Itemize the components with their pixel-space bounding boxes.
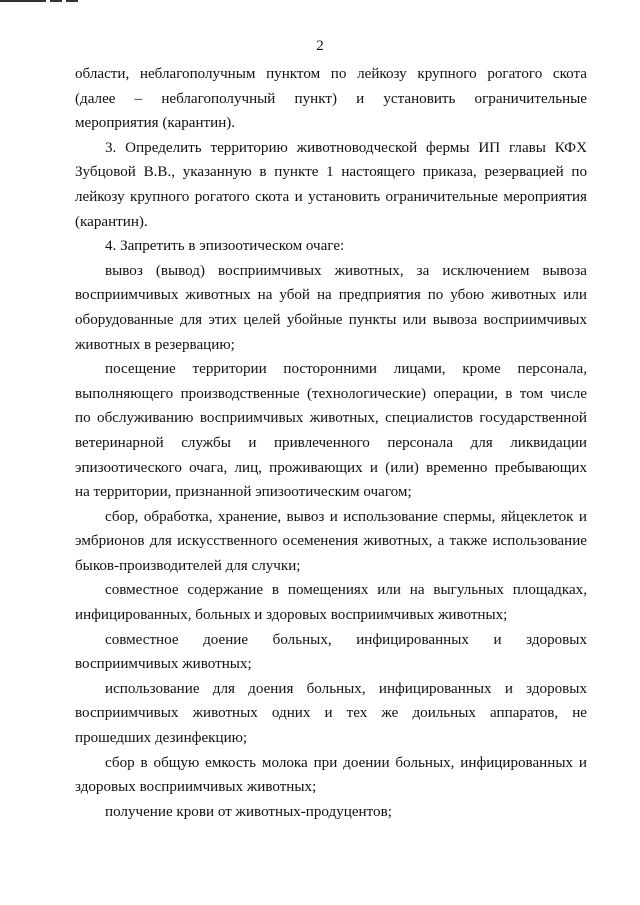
text-line: совместное содержание в помещениях или на выгульных площадках,: [105, 582, 587, 599]
text-line: Зубцовой В.В., указанную в пункте 1 настоящего приказа, резервацией по: [75, 164, 587, 181]
scan-edge-mark: [50, 0, 62, 2]
text-line: использование для доения больных, инфицированных и здоровых: [105, 680, 587, 697]
text-line: сбор в общую емкость молока при доении больных, инфицированных и: [105, 754, 587, 771]
text-line: совместное доение больных, инфицированных и здоровых: [105, 631, 587, 648]
text-line: 3. Определить территорию животноводческой фермы ИП главы КФХ: [105, 139, 587, 156]
paragraph-export-ban: [75, 259, 587, 357]
text-line: лейкозу крупного рогатого скота и установить ограничительные мероприятия: [75, 188, 587, 205]
paragraph-item-3: [75, 136, 587, 234]
paragraph-joint-keeping-ban: [75, 578, 587, 627]
paragraph-blood-collection-ban: [75, 800, 587, 825]
text-line: выполняющего производственные (технологические) операции, в том числе: [75, 385, 587, 402]
scan-edge-mark: [66, 0, 78, 2]
text-line: 4. Запретить в эпизоотическом очаге:: [105, 238, 345, 255]
document-body: [75, 62, 587, 824]
text-line: получение крови от животных-продуцентов;: [105, 803, 392, 820]
text-line: (карантин).: [75, 213, 148, 230]
text-line: восприимчивых животных;: [75, 656, 252, 673]
text-line: оборудованные для этих целей убойные пункты или вывоза восприимчивых: [75, 311, 587, 328]
text-line: инфицированных, больных и здоровых восприимчивых животных;: [75, 607, 508, 624]
paragraph-milking-equipment-ban: [75, 677, 587, 751]
text-line: быков-производителей для случки;: [75, 557, 301, 574]
scan-edge-mark: [0, 0, 46, 2]
paragraph-visit-ban: [75, 357, 587, 505]
text-line: восприимчивых животных на убой на предприятия по убою животных или: [75, 287, 587, 304]
paragraph-joint-milking-ban: [75, 628, 587, 677]
text-line: посещение территории посторонними лицами, кроме персонала,: [105, 361, 587, 378]
text-line: вывоз (вывод) восприимчивых животных, за исключением вывоза: [105, 262, 587, 279]
text-line: ветеринарной службы и привлеченного персонала для ликвидации: [75, 434, 587, 451]
text-line: на территории, признанной эпизоотическим очагом;: [75, 484, 412, 501]
text-line: (далее – неблагополучный пункт) и установить ограничительные: [75, 90, 587, 107]
text-line: здоровых восприимчивых животных;: [75, 779, 317, 796]
text-line: области, неблагополучным пунктом по лейкозу крупного рогатого скота: [75, 66, 587, 82]
text-line: прошедших дезинфекцию;: [75, 730, 248, 747]
text-line: по обслуживанию восприимчивых животных, специалистов государственной: [75, 410, 587, 427]
text-line: эмбрионов для искусственного осеменения животных, а также использование: [75, 533, 587, 550]
text-line: мероприятия (карантин).: [75, 115, 236, 132]
paragraph-item-4: [75, 234, 587, 259]
paragraph-milk-collection-ban: [75, 751, 587, 800]
text-line: восприимчивых животных одних и тех же доильных аппаратов, не: [75, 705, 587, 722]
paragraph-continuation: [75, 62, 587, 136]
text-line: сбор, обработка, хранение, вывоз и использование спермы, яйцеклеток и: [105, 508, 587, 525]
paragraph-semen-ban: [75, 505, 587, 579]
page-number: 2: [316, 38, 324, 54]
text-line: животных в резервацию;: [75, 336, 235, 353]
text-line: эпизоотического очага, лиц, проживающих и (или) временно пребывающих: [75, 459, 587, 476]
